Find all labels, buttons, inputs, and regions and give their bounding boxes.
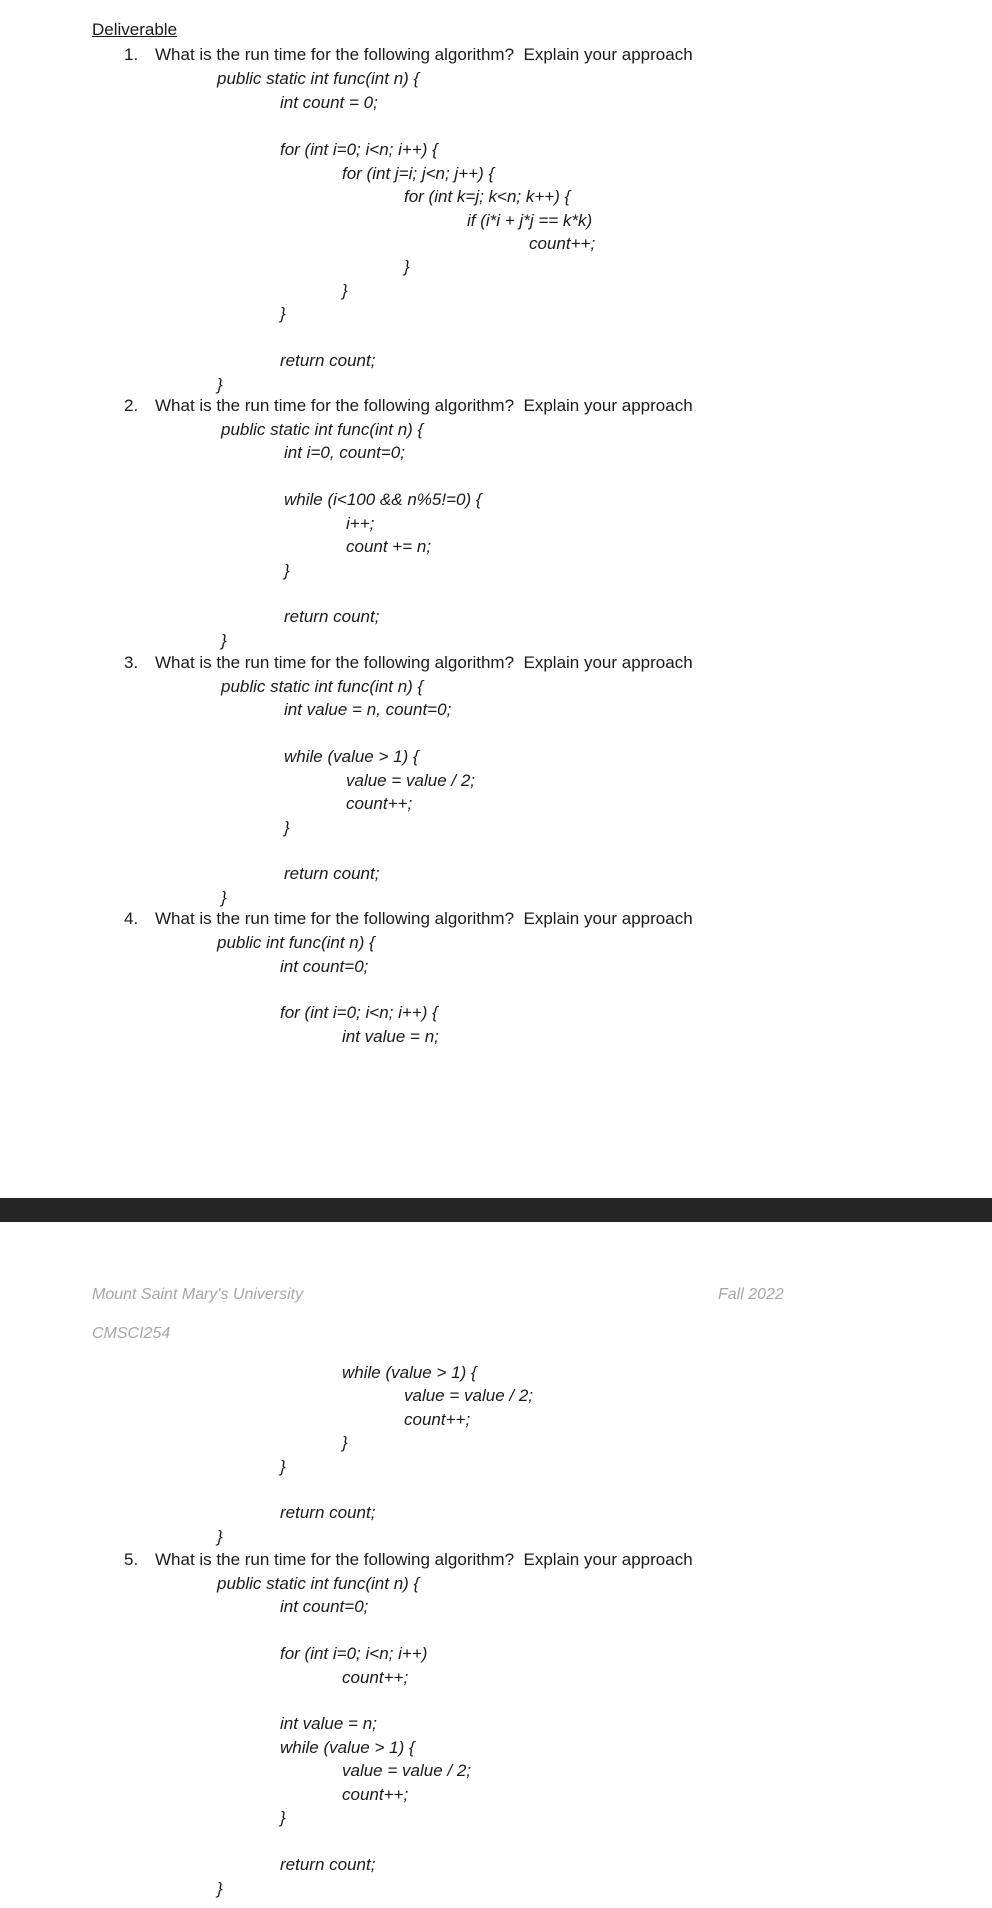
q3-code-line: public static int func(int n) {	[221, 677, 424, 696]
q5-code-line: }	[217, 1879, 223, 1898]
q1-code-line: return count;	[280, 351, 376, 370]
question-5-prompt: What is the run time for the following algorithm? Explain your approach	[155, 1550, 693, 1569]
q5-code-line: while (value > 1) {	[280, 1738, 415, 1757]
q4-code-line: }	[280, 1457, 286, 1476]
q5-code-line: for (int i=0; i<n; i++)	[280, 1644, 428, 1663]
q5-code-line: return count;	[280, 1855, 376, 1874]
q2-code-line: }	[284, 561, 290, 580]
q3-code-line: return count;	[284, 864, 380, 883]
q1-code-line: for (int i=0; i<n; i++) {	[280, 140, 438, 159]
q1-code-line: for (int j=i; j<n; j++) {	[342, 164, 495, 183]
q2-code-line: while (i<100 && n%5!=0) {	[284, 490, 482, 509]
q4-code-line: public int func(int n) {	[217, 933, 375, 952]
term-label: Fall 2022	[718, 1286, 784, 1303]
q1-code-line: for (int k=j; k<n; k++) {	[404, 187, 571, 206]
page-break-bar	[0, 1198, 992, 1222]
q4-code-line: }	[217, 1527, 223, 1546]
question-5-number: 5.	[124, 1550, 139, 1569]
q1-code-line: count++;	[529, 234, 596, 253]
q4-code-line: }	[342, 1433, 348, 1452]
q4-code-line: while (value > 1) {	[342, 1363, 477, 1382]
q3-code-line: int value = n, count=0;	[284, 700, 452, 719]
q2-code-line: public static int func(int n) {	[221, 420, 424, 439]
question-3-prompt: What is the run time for the following algorithm? Explain your approach	[155, 653, 693, 672]
question-2-number: 2.	[124, 396, 139, 415]
q4-code-line: int value = n;	[342, 1027, 439, 1046]
q5-code-line: count++;	[342, 1668, 409, 1687]
q2-code-line: }	[221, 631, 227, 650]
q4-code-line: value = value / 2;	[404, 1386, 534, 1405]
question-4-prompt: What is the run time for the following algorithm? Explain your approach	[155, 909, 693, 928]
q1-code-line: int count = 0;	[280, 93, 378, 112]
q1-code-line: public static int func(int n) {	[217, 69, 420, 88]
q3-code-line: while (value > 1) {	[284, 747, 419, 766]
q4-code-line: count++;	[404, 1410, 471, 1429]
q1-code-line: }	[217, 375, 223, 394]
q1-code-line: if (i*i + j*j == k*k)	[467, 211, 593, 230]
question-3-number: 3.	[124, 653, 139, 672]
q5-code-line: value = value / 2;	[342, 1761, 472, 1780]
q2-code-line: int i=0, count=0;	[284, 443, 405, 462]
course-code: CMSCI254	[92, 1325, 171, 1342]
question-1-prompt: What is the run time for the following algorithm? Explain your approach	[155, 45, 693, 64]
q4-code-line: return count;	[280, 1503, 376, 1522]
q1-code-line: }	[342, 281, 348, 300]
q3-code-line: value = value / 2;	[346, 771, 476, 790]
q5-code-line: public static int func(int n) {	[217, 1574, 420, 1593]
q2-code-line: return count;	[284, 607, 380, 626]
question-1-number: 1.	[124, 45, 139, 64]
university-name: Mount Saint Mary's University	[92, 1286, 304, 1303]
q3-code-line: }	[284, 818, 290, 837]
q3-code-line: }	[221, 888, 227, 907]
q3-code-line: count++;	[346, 794, 413, 813]
q2-code-line: i++;	[346, 514, 375, 533]
q4-code-line: for (int i=0; i<n; i++) {	[280, 1003, 438, 1022]
q2-code-line: count += n;	[346, 537, 432, 556]
q4-code-line: int count=0;	[280, 957, 369, 976]
deliverable-heading: Deliverable	[92, 20, 178, 39]
q1-code-line: }	[404, 257, 410, 276]
q5-code-line: count++;	[342, 1785, 409, 1804]
q1-code-line: }	[280, 304, 286, 323]
q5-code-line: int count=0;	[280, 1597, 369, 1616]
q5-code-line: int value = n;	[280, 1714, 377, 1733]
q5-code-line: }	[280, 1808, 286, 1827]
question-4-number: 4.	[124, 909, 139, 928]
question-2-prompt: What is the run time for the following algorithm? Explain your approach	[155, 396, 693, 415]
